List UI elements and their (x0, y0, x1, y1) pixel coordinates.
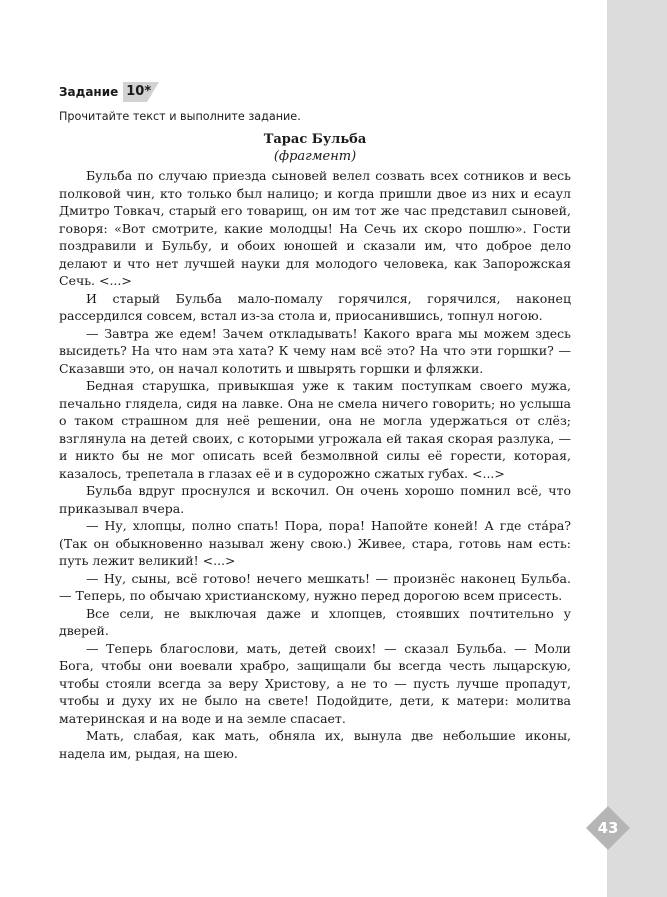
paragraph: Бульба вдруг проснулся и вскочил. Он очень хорошо помнил всё, что приказывал вчера. (59, 483, 571, 516)
paragraph: Бедная старушка, привыкшая уже к таким поступкам своего мужа, печально глядела, сидя на лавке. Она не смела ничего говорить; но услыша о таком страшном для неё решении, она не могла удержаться от слёз; взглянула на детей своих, с которыми угрожала ей такая скорая разлука, — и никто бы не мог описать всей безмолвной силы её горести, которая, казалось, трепетала в глазах её и в судорожно сжатых губах. <...> (59, 378, 571, 481)
task-number-badge (123, 82, 159, 102)
paragraph: Бульба по случаю приезда сыновей велел созвать всех сотников и весь полковой чин, кто только был налицо; и когда пришли двое из них и есаул Дмитро Товкач, старый его товарищ, он им тот же час представил сыновей, говоря: «Вот смотрите, какие молодцы! На Сечь их скоро пошлю». Гости поздравили и Бульбу, и обоих юношей и сказали им, что доброе дело делают и что нет лучшей науки для молодого человека, как Запорожская Сечь. <...> (59, 168, 571, 288)
paragraph: Мать, слабая, как мать, обняла их, вынула две небольшие иконы, надела им, рыдая, на шею. (59, 728, 571, 761)
paragraph: И старый Бульба мало-помалу горячился, горячился, наконец рассердился совсем, встал из-за стола и, приосанившись, топнул ногою. (59, 290, 571, 323)
paragraph: Все сели, не выключая даже и хлопцев, стоявших почтительно у дверей. (59, 605, 571, 638)
excerpt-text (59, 167, 571, 762)
excerpt-title: Тарас Бульба (263, 132, 367, 147)
page-number: 43 (597, 819, 619, 837)
paragraph: — Теперь благослови, мать, детей своих! — сказал Бульба. — Моли Бога, чтобы они воевали храбро, защищали бы всегда честь лыцарскую, чтобы стояли всегда за веру Христову, а не то — пусть лучше пропадут, чтобы и духу их не было на свете! Подойдите, дети, к матери: молитва материнская и на воде и на земле спасает. (59, 640, 571, 726)
excerpt-subtitle: (фрагмент) (273, 149, 357, 164)
task-number: 10* (126, 84, 152, 99)
task-instruction: Прочитайте текст и выполните задание. (59, 110, 301, 123)
paragraph: — Ну, сыны, всё готово! нечего мешкать! — произнёс наконец Бульба. — Теперь, по обычаю христианскому, нужно перед дорогою всем присесть. (59, 570, 571, 603)
page-margin-strip (607, 0, 667, 897)
paragraph: — Ну, хлопцы, полно спать! Пора, пора! Напойте коней! А где ста́ра? (Так он обыкновенно называл жену свою.) Живее, стара, готовь нам есть: путь лежит великий! <...> (59, 518, 571, 568)
page-number-badge (586, 806, 630, 850)
task-label: Задание (59, 85, 119, 99)
task-header (59, 82, 159, 102)
paragraph: — Завтра же едем! Зачем откладывать! Какого врага мы можем здесь высидеть? На что нам эта хата? К чему нам всё это? На что эти горшки? — Сказавши это, он начал колотить и швырять горшки и фляжки. (59, 325, 571, 376)
